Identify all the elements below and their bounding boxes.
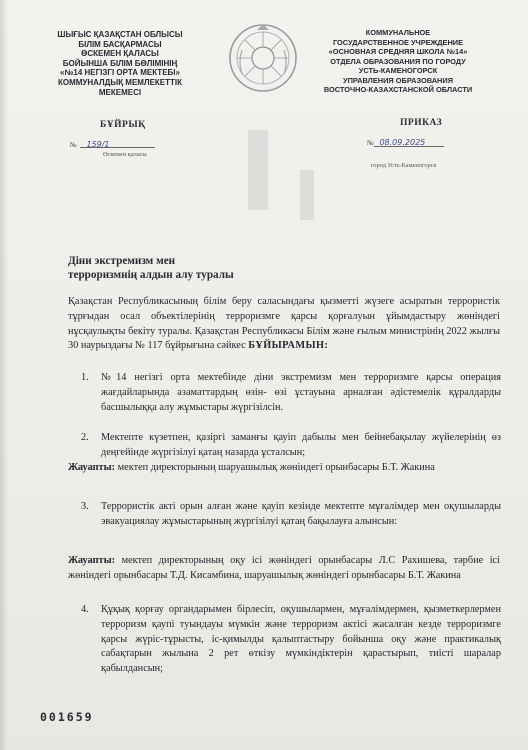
header-right-line: ОТДЕЛА ОБРАЗОВАНИЯ ПО ГОРОДУ (330, 56, 466, 66)
header-left-line: «№14 НЕГІЗГІ ОРТА МЕКТЕБІ» (60, 68, 180, 78)
header-right-line: КОММУНАЛЬНОЕ (365, 28, 431, 37)
order-label-kazakh: БҰЙРЫҚ (100, 120, 146, 130)
header-left-line: КОММУНАЛДЫҚ МЕМЛЕКЕТТІК (57, 77, 183, 87)
scan-smudge (248, 130, 268, 210)
header-right-line: УСТЬ-КАМЕНОГОРСК (358, 66, 438, 75)
responsible-text: мектеп директорының шаруашылық жөніндегі орынбасары Б.Т. Жакина (115, 462, 435, 473)
header-left-kazakh (45, 30, 195, 97)
header-left-line: МЕКЕМЕСІ (98, 87, 142, 97)
item-number: 4. (81, 604, 89, 615)
responsible-paragraph (68, 461, 500, 476)
intro-paragraph (68, 295, 500, 354)
document-title (68, 255, 234, 282)
header-right-line: УПРАВЛЕНИЯ ОБРАЗОВАНИЯ (342, 75, 454, 85)
header-left-line: БОЙЫНША БІЛІМ БӨЛІМІНІҢ (62, 58, 178, 68)
header-right-line: ВОСТОЧНО-КАЗАХСТАНСКОЙ ОБЛАСТИ (323, 85, 473, 94)
header-right-line: ГОСУДАРСТВЕННОЕ УЧРЕЖДЕНИЕ (332, 37, 464, 47)
header-left-line: ӨСКЕМЕН ҚАЛАСЫ (81, 49, 159, 59)
number-sign: № (70, 141, 77, 149)
responsible-label: Жауапты: (68, 462, 116, 473)
intro-emphasis: БҰЙЫРАМЫН: (248, 340, 329, 352)
header-left-line: ШЫҒЫС ҚАЗАҚСТАН ОБЛЫСЫ (57, 30, 183, 39)
header-right-line: «ОСНОВНАЯ СРЕДНЯЯ ШКОЛА №14» (328, 47, 468, 56)
state-emblem-icon (228, 22, 298, 94)
list-item (81, 500, 501, 530)
item-text: Террористік акті орын алған және қауіп кезінде мектепте мұғалімдер мен оқушыларды эвакуациялау жұмыстарының жүргізілуі қатаң бақылауға алынсын: (101, 501, 501, 527)
number-underline (80, 147, 155, 148)
number-sign: № (367, 139, 374, 147)
responsible-text: мектеп директорының оқу ісі жөніндегі орынбасары Л.С Рахишева, тәрбие ісі жөніндегі орынбасары Т.Д. Кисамбина, шаруашылық жөніндегі орынбасары Б.Т. Жакина (68, 555, 500, 581)
header-right-russian (323, 28, 473, 95)
item-number: 1. (81, 372, 89, 383)
title-line: терроризмнің алдын алу туралы (68, 268, 234, 281)
responsible-label: Жауапты: (68, 555, 116, 566)
item-text: Мектепте күзетпен, қазіргі заманғы қауіп дабылы мен бейнебақылау жүйелерінің өз деңгейінде жүргізілуі қатаң назарда ұсталсын; (101, 432, 501, 458)
date-underline (374, 146, 444, 147)
city-kazakh: Өскемен қаласы (103, 151, 147, 158)
header-left-line: БІЛІМ БАСҚАРМАСЫ (78, 39, 162, 49)
city-russian: город Усть-Каменогорск (371, 162, 437, 169)
title-line: Діни экстремизм мен (68, 255, 176, 267)
list-item (81, 603, 501, 677)
serial-number: 001659 (40, 710, 94, 724)
scan-smudge (300, 170, 314, 220)
handwritten-number: 159/1 (86, 140, 110, 149)
item-text: №14 негізгі орта мектебінде діни экстремизм мен терроризмге қарсы операция жағдайларында азаматтардың өзін- өзі ұстауына арналған әдістемелік құралдарды басшылыққа алу жұмыстары жүргізілсін. (101, 372, 501, 413)
page-edge-shadow (0, 0, 8, 750)
item-text: Құқық қорғау органдарымен бірлесіп, оқушылармен, мұғалімдермен, қызметкерлермен терроризм қаупі туындауы мүмкін және терроризм актісі жасалған кезде терроризмге қарсы жүріс-тұрысты, іс-қимылды қалыптастыру бойынша оқу және практикалық сабақтарын жылына 2 рет өткізу мүмкіндіктерін қарастырып, тиісті шаралар қабылдансын; (101, 604, 501, 675)
responsible-paragraph (68, 554, 500, 584)
list-item (81, 371, 501, 415)
intro-text: Қазақстан Республикасының білім беру саласындағы қызметті жүзеге асыратын террористік тұрғыдан осал объектілерінің терроризмге қарсы қорғалуын ұйымдастыру жөніндегі нұсқаулықты бекіту туралы. Қазақстан Республикасы Білім және ғылым министрінің 2022 жылғы 30 наурыздағы № 117 бұйрығына сәйкес (68, 296, 500, 352)
list-item (81, 431, 501, 461)
item-number: 2. (81, 432, 89, 443)
item-number: 3. (81, 501, 89, 512)
handwritten-date: 08.09.2025 (379, 138, 426, 147)
order-label-russian: ПРИКАЗ (400, 118, 443, 128)
